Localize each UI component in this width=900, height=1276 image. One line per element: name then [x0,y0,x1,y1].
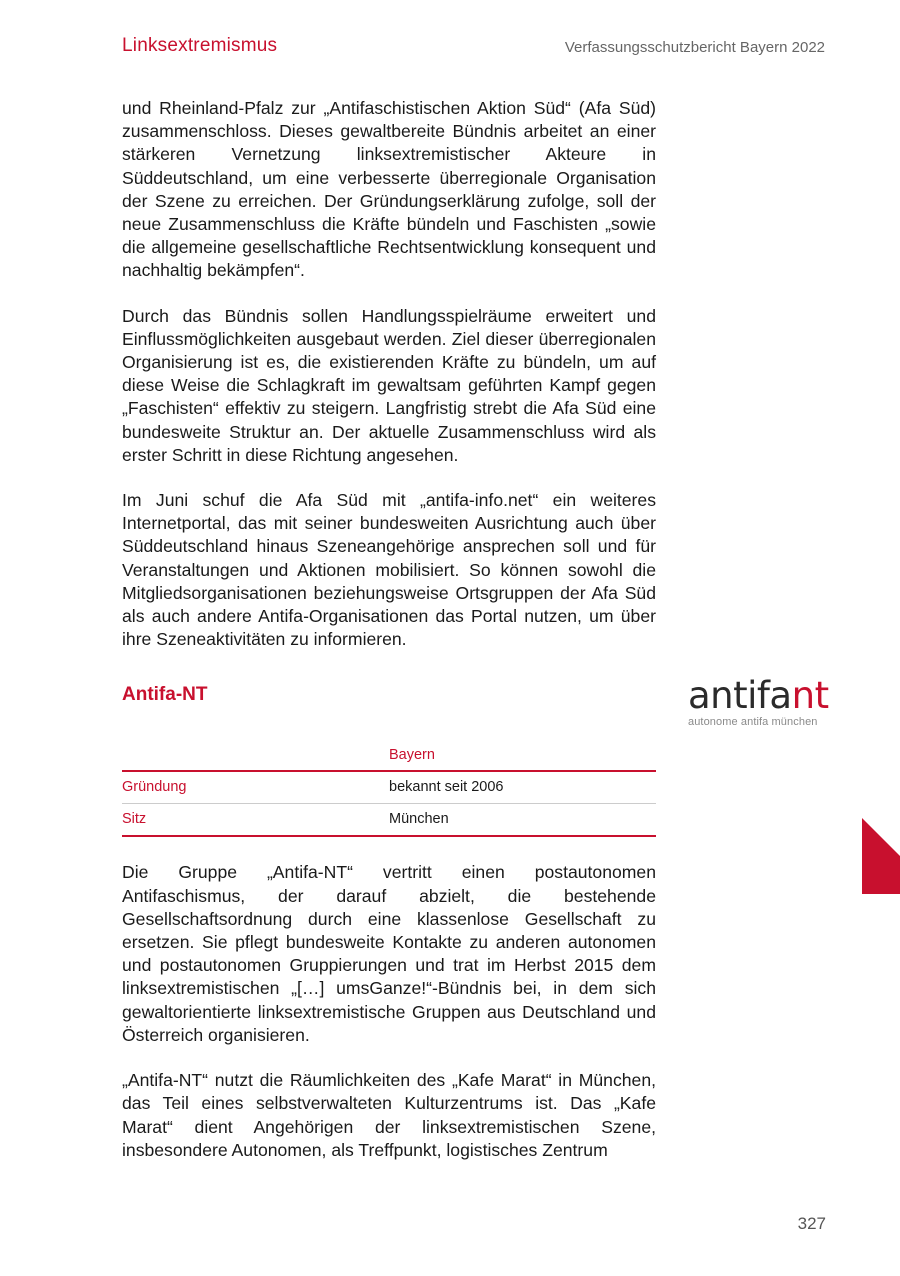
table-header-row [122,746,656,771]
page-number: 327 [797,1214,826,1233]
logo-wordmark-accent: nt [791,674,829,717]
info-table [122,746,656,837]
logo-wordmark-prefix: antifa [688,674,792,717]
report-title: Verfassungsschutzbericht Bayern 2022 [564,39,825,56]
row-label-gruendung: Gründung [122,771,389,804]
chapter-tab-shape [862,818,900,894]
row-label-sitz: Sitz [122,804,389,837]
table-row [122,804,656,837]
table-header-bayern: Bayern [389,746,656,771]
row-value-gruendung: bekannt seit 2006 [389,771,656,804]
row-value-sitz: München [389,804,656,837]
paragraph-intro-1: und Rheinland-Pfalz zur „Antifaschistischen Aktion Süd“ (Afa Süd) zusammenschloss. Dieses gewaltbereite Bündnis arbeitet an einer stärkeren Vernetzung linksextremistischer Akteure in Süddeutschland, um eine verbesserte überregionale Organisation der Szene zu erreichen. Der Gründungserklärung zufolge, soll der neue Zusammenschluss die Kräfte bündeln und Faschisten „sowie die allgemeine gesellschaftliche Rechtsentwicklung konsequent und nachhaltig bekämpfen“. [122,98,656,281]
paragraph-intro-2: Durch das Bündnis sollen Handlungsspielräume erweitert und Einflussmöglichkeiten ausgebaut werden. Ziel dieser überregionalen Organisierung ist es, die existierenden Kräfte zu bündeln, um auf diese Weise die Schlagkraft im gewaltsam geführten Kampf gegen „Faschisten“ effektiv zu steigern. Langfristig strebt die Afa Süd eine bundesweite Struktur an. Der aktuelle Zusammenschluss wird als erster Schritt in diese Richtung angesehen. [122,305,656,465]
paragraph-section-1: Die Gruppe „Antifa-NT“ vertritt einen postautonomen Antifaschismus, der darauf abzielt, die bestehende Gesellschaftsordnung durch eine klassenlose Gesellschaft zu ersetzen. Sie pflegt bundesweite Kontakte zu anderen autonomen und postautonomen Gruppierungen und trat im Herbst 2015 dem linksextremistischen „[…] umsGanze!“-Bündnis bei, in dem sich gewaltorientierte linksextremistische Gruppen aus Deutschland und Österreich organisieren. [122,862,656,1045]
table-row [122,771,656,804]
section-label: Linksextremismus [122,35,278,56]
main-content [122,97,656,1184]
chapter-tab-marker [862,818,900,894]
logo-wordmark [688,674,829,717]
antifa-nt-logo [688,674,829,728]
paragraph-section-2: „Antifa-NT“ nutzt die Räumlichkeiten des „Kafe Marat“ in München, das Teil eines selbstverwalteten Kulturzentrums ist. Das „Kafe Marat“ dient Angehörigen der linksextremistischen Szene, insbesondere Autonomen, als Treffpunkt, logistisches Zentrum [122,1070,656,1160]
section-heading: Antifa-NT [122,684,208,706]
paragraph-intro-3: Im Juni schuf die Afa Süd mit „antifa-info.net“ ein weiteres Internetportal, das mit seiner bundesweiten Ausrichtung auch über Süddeutschland hinaus Szeneangehörige ansprechen soll und für Veranstaltungen und Aktionen mobilisiert. So können sowohl die Mitgliedsorganisationen beziehungsweise Ortsgruppen der Afa Süd als auch andere Antifa-Organisationen das Portal nutzen, um über ihre Szeneaktivitäten zu informieren. [122,490,656,650]
logo-subtitle: autonome antifa münchen [688,716,818,728]
table-header-empty [122,746,389,771]
